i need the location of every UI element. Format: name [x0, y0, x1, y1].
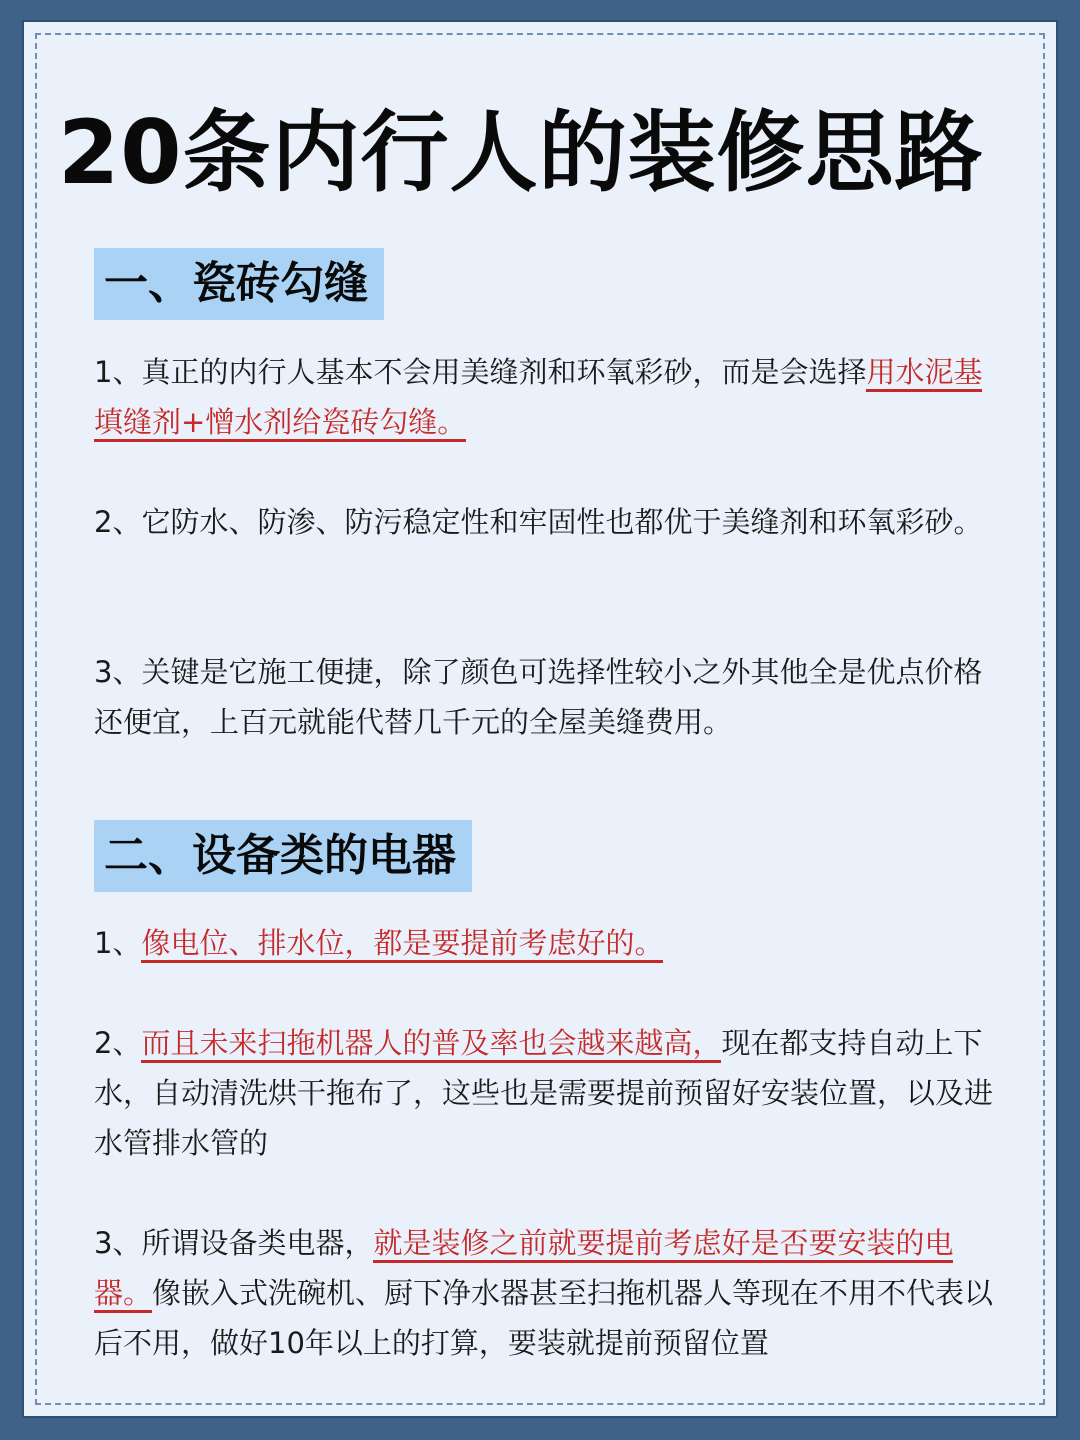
paragraph-text: 像嵌入式洗碗机、厨下净水器甚至扫拖机器人等现在不用不代表以后不用，做好10年以上的打算，要装就提前预留位置	[94, 1276, 994, 1360]
appliance-paragraph-3	[94, 1218, 1010, 1368]
tile-paragraph-3: 3、关键是它施工便捷，除了颜色可选择性较小之外其他全是优点价格还便宜，上百元就能代替几千元的全屋美缝费用。	[94, 655, 983, 739]
paragraph-text: 现在都支持自动上下水，自动清洗烘干拖布了，这些也是需要提前预留好安装位置，以及进水管排水管的	[94, 1026, 994, 1160]
page-title: 20条内行人的装修思路	[58, 101, 984, 204]
paragraph-text: 1、真正的内行人基本不会用美缝剂和环氧彩砂，而是会选择	[94, 355, 867, 389]
section-heading-appliances: 二、设备类的电器	[94, 820, 472, 892]
tile-paragraph-1	[94, 347, 1010, 447]
tile-paragraph-2: 2、它防水、防渗、防污稳定性和牢固性也都优于美缝剂和环氧彩砂。	[94, 505, 983, 539]
paragraph-text: 2、	[94, 1026, 142, 1060]
appliance-paragraph-2	[94, 1018, 1010, 1168]
section-heading-tile-grouting: 一、瓷砖勾缝	[94, 248, 384, 320]
highlight-text: 像电位、排水位，都是要提前考虑好的。	[141, 926, 663, 963]
highlight-text: 就是装修之前就要提前考虑好是否要安装的电器。	[94, 1226, 953, 1313]
paragraph-text: 3、所谓设备类电器，	[94, 1226, 374, 1260]
appliance-paragraph-1	[94, 918, 1010, 968]
content-card	[22, 20, 1058, 1418]
highlight-text: 用水泥基填缝剂+憎水剂给瓷砖勾缝。	[94, 355, 982, 442]
paragraph-text: 1、	[94, 926, 142, 960]
highlight-text: 而且未来扫拖机器人的普及率也会越来越高，	[141, 1026, 721, 1063]
